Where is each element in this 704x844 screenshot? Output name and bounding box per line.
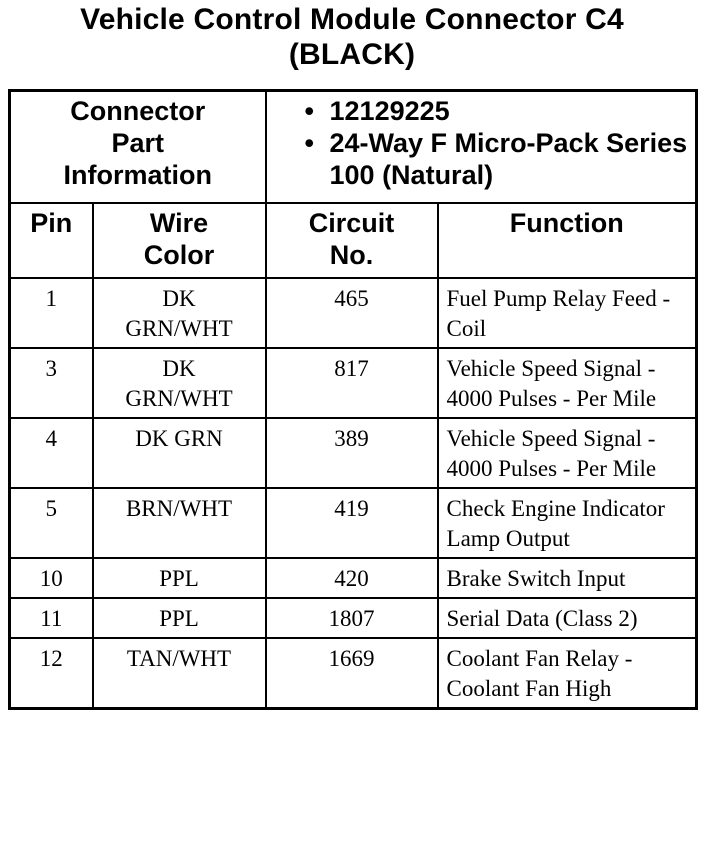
column-header-wire-color: Wire Color (93, 203, 266, 278)
pin-rows (10, 278, 697, 709)
pin-cell: 11 (10, 598, 93, 638)
table-row (10, 348, 697, 418)
title-line-2: (BLACK) (288, 38, 416, 71)
wire-color-cell: DK GRN/WHT (93, 278, 266, 348)
circuit-cell: 1669 (266, 638, 438, 709)
circuit-cell: 1807 (266, 598, 438, 638)
wire-color-cell: PPL (93, 598, 266, 638)
circuit-cell: 420 (266, 558, 438, 598)
wire-color-cell: BRN/WHT (93, 488, 266, 558)
pin-cell: 5 (10, 488, 93, 558)
column-header-circuit: Circuit No. (266, 203, 438, 278)
connector-part-label: Connector Part Information (10, 91, 266, 204)
table-row (10, 638, 697, 709)
column-header-function: Function (438, 203, 697, 278)
column-header-pin: Pin (10, 203, 93, 278)
wire-color-cell: DK GRN/WHT (93, 348, 266, 418)
title-line-1: Vehicle Control Module Connector C4 (80, 3, 624, 36)
pin-cell: 1 (10, 278, 93, 348)
connector-part-number: • 12129225 (305, 95, 696, 127)
pin-cell: 3 (10, 348, 93, 418)
wire-color-cell: PPL (93, 558, 266, 598)
table-row (10, 488, 697, 558)
table-row (10, 598, 697, 638)
function-cell: Check Engine Indicator Lamp Output (438, 488, 697, 558)
connector-part-description: • 24-Way F Micro-Pack Series 100 (Natural) (305, 127, 696, 191)
circuit-cell: 419 (266, 488, 438, 558)
circuit-cell: 389 (266, 418, 438, 488)
pin-cell: 10 (10, 558, 93, 598)
function-cell: Vehicle Speed Signal - 4000 Pulses - Per Mile (438, 418, 697, 488)
table-row (10, 278, 697, 348)
page-title (0, 2, 704, 72)
pin-cell: 4 (10, 418, 93, 488)
connector-part-row (10, 91, 697, 204)
column-header-row (10, 203, 697, 278)
connector-part-list (305, 95, 696, 191)
function-cell: Fuel Pump Relay Feed - Coil (438, 278, 697, 348)
function-cell: Brake Switch Input (438, 558, 697, 598)
table-row (10, 418, 697, 488)
function-cell: Serial Data (Class 2) (438, 598, 697, 638)
wire-color-cell: TAN/WHT (93, 638, 266, 709)
table-row (10, 558, 697, 598)
circuit-cell: 817 (266, 348, 438, 418)
connector-part-info (266, 91, 697, 204)
pin-cell: 12 (10, 638, 93, 709)
connector-table (8, 89, 698, 710)
function-cell: Vehicle Speed Signal - 4000 Pulses - Per Mile (438, 348, 697, 418)
wire-color-cell: DK GRN (93, 418, 266, 488)
circuit-cell: 465 (266, 278, 438, 348)
function-cell: Coolant Fan Relay - Coolant Fan High (438, 638, 697, 709)
